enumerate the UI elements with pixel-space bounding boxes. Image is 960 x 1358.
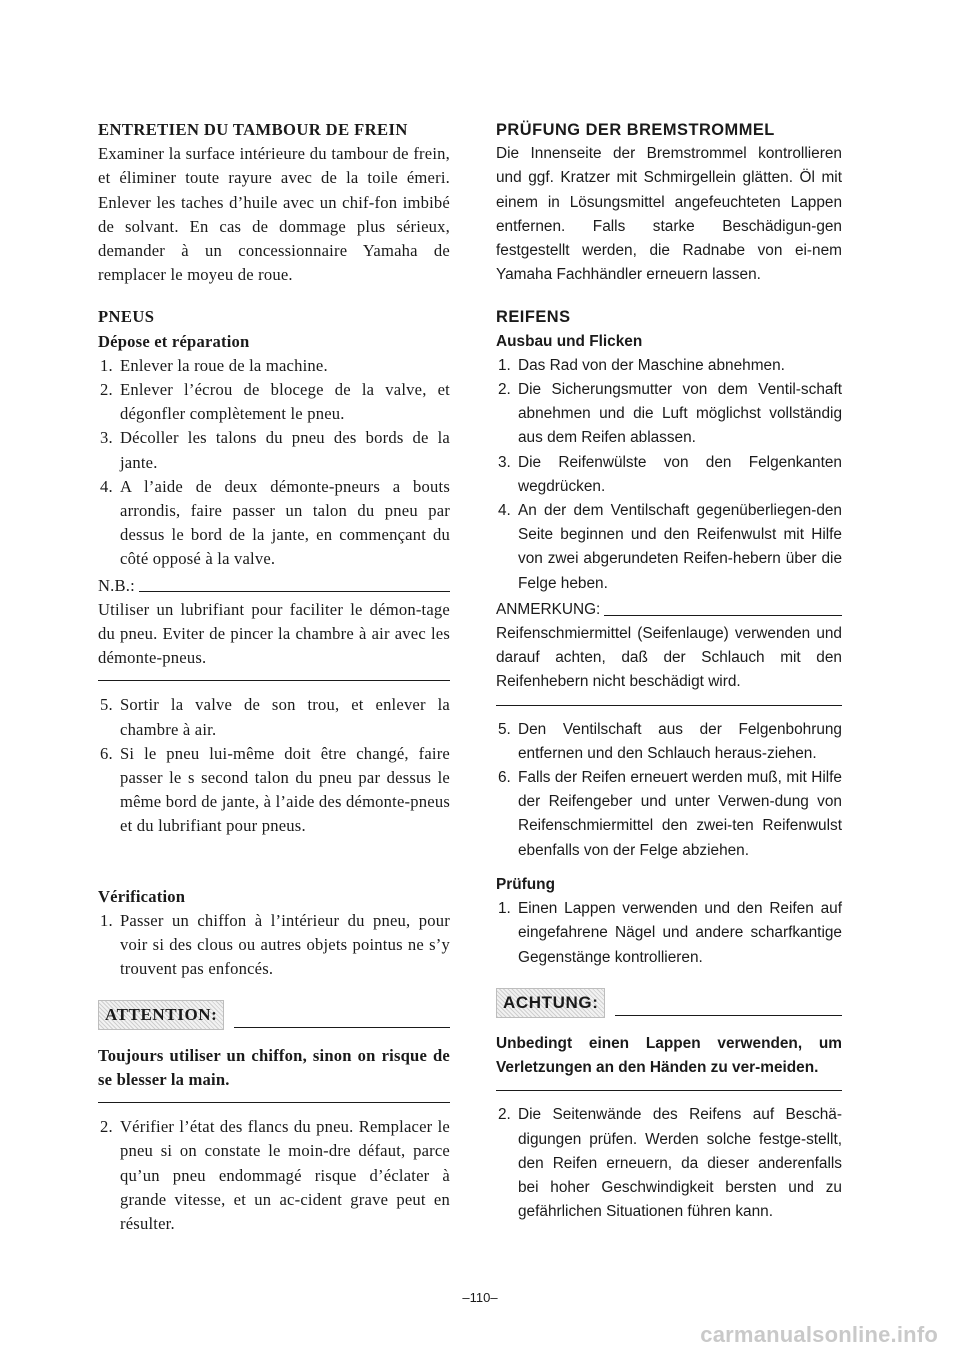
removal-steps-list <box>496 354 842 596</box>
list-item <box>98 378 450 426</box>
warning-label: ACHTUNG: <box>496 988 605 1018</box>
step-text: Die Reifenwülste von den Felgenkanten wegdrücken. <box>518 453 842 495</box>
list-item <box>98 426 450 474</box>
step-text: Die Seitenwände des Reifens auf Beschä-digungen prüfen. Werden solche festge-stellt, den Reifen erneuern, da dieser anderenfalls bei hoher Geschwindigkeit bersten und zu gefährlichen Situationen führen kann. <box>518 1106 842 1221</box>
step-text: Das Rad von der Maschine abnehmen. <box>518 356 785 374</box>
subsection-title-inspection: Prüfung <box>496 875 555 893</box>
removal-steps-list-continued <box>98 693 450 838</box>
step-text: Si le pneu lui-même doit être changé, faire passer le s second talon du pneu par dessus le même bord de jante, à l’aide des démonte-pneus et du lubrifiant pour pneus. <box>120 743 450 836</box>
step-number: 3. <box>498 453 511 471</box>
section-title-brake-drum: ENTRETIEN DU TAMBOUR DE FREIN <box>98 120 408 139</box>
step-number: 4. <box>498 502 511 520</box>
inspection-steps-list-continued <box>496 1103 842 1224</box>
list-item <box>98 909 450 982</box>
note-end-rule <box>496 705 842 706</box>
step-text: Passer un chiffon à l’intérieur du pneu, pour voir si des clous ou autres objets pointus ne s’y trouvent pas enfoncés. <box>120 910 450 979</box>
list-item <box>496 499 842 596</box>
inspection-steps-list <box>98 909 450 982</box>
subsection-title-inspection: Vérification <box>98 886 186 906</box>
step-number: 4. <box>100 476 113 496</box>
list-item <box>496 354 842 378</box>
subsection-title-removal: Dépose et réparation <box>98 331 250 351</box>
step-number: 1. <box>498 356 511 374</box>
note-text: Reifenschmiermittel (Seifenlauge) verwenden und darauf achten, daß der Schlauch mit den Reifenhebern nicht beschädigt wird. <box>496 625 842 691</box>
step-number: 3. <box>100 428 113 448</box>
list-item <box>98 693 450 741</box>
section-title-brake-drum: PRÜFUNG DER BREMSTROMMEL <box>496 121 775 139</box>
step-text: Sortir la valve de son trou, et enlever la chambre à air. <box>120 695 450 739</box>
page-number: –110– <box>462 1290 498 1305</box>
step-text: Einen Lappen verwenden und den Reifen auf eingefahrene Nägel und andere scharfkantige Gegenstänge kontrollieren. <box>518 900 842 966</box>
note-text: Utiliser un lubrifiant pour faciliter le démon-tage du pneu. Eviter de pincer la chambre à air avec les démonte-pneus. <box>98 599 450 668</box>
list-item <box>98 742 450 839</box>
list-item <box>496 451 842 499</box>
step-number: 1. <box>498 900 511 918</box>
step-text: Enlever la roue de la machine. <box>120 355 328 375</box>
step-number: 2. <box>498 1106 511 1124</box>
step-text: Die Sicherungsmutter von dem Ventil-schaft abnehmen und die Luft möglichst vollständig aus dem Reifen ablassen. <box>518 381 842 447</box>
step-number: 2. <box>100 1117 113 1137</box>
step-number: 5. <box>100 695 113 715</box>
list-item <box>98 475 450 572</box>
section-title-tires: REIFENS <box>496 308 571 327</box>
warning-end-rule <box>496 1090 842 1091</box>
list-item <box>496 718 842 766</box>
note-end-rule <box>98 680 450 681</box>
step-number: 6. <box>498 769 511 787</box>
step-text: Falls der Reifen erneuert werden muß, mit Hilfe der Reifengeber und unter Verwen-dung von Reifenschmiermittel den zwei-ten Reifenwulst ebenfalls von der Felge abziehen. <box>518 769 842 859</box>
section-title-tires: PNEUS <box>98 307 155 327</box>
list-item <box>496 766 842 863</box>
note-rule <box>604 615 842 616</box>
step-number: 1. <box>100 910 113 930</box>
note-rule <box>139 591 450 592</box>
warning-header <box>496 988 842 1018</box>
step-text: Enlever l’écrou de blocege de la valve, et dégonfler complètement le pneu. <box>120 380 450 424</box>
inspection-steps-list-continued <box>98 1115 450 1236</box>
french-column <box>98 118 450 1236</box>
list-item <box>496 897 842 970</box>
step-number: 2. <box>100 380 113 400</box>
step-number: 5. <box>498 720 511 738</box>
brake-drum-paragraph: Die Innenseite der Bremstrommel kontrollieren und ggf. Kratzer mit Schmirgellein glätten. Öl mit einem in Lösungsmittel angefeuchteten Lappen entfernen. Falls starke Beschädigun-gen festgestellt werden, die Radnabe von ei-nem Yamaha Fachhändler erneuern lassen. <box>496 145 842 284</box>
german-column <box>496 118 842 1224</box>
watermark: carmanualsonline.info <box>700 1322 938 1347</box>
warning-rule <box>615 1015 842 1016</box>
step-number: 6. <box>100 743 113 763</box>
step-text: Vérifier l’état des flancs du pneu. Remplacer le pneu si on constate le moin-dre défaut, parce qu’un pneu endommagé risque d’éclater à grande vitesse, et un ac-cident grave peut en résulter. <box>120 1117 450 1233</box>
list-item <box>496 1103 842 1224</box>
warning-label: ATTENTION: <box>98 1000 224 1030</box>
note-label: N.B.: <box>98 575 135 595</box>
step-number: 1. <box>100 355 113 375</box>
note-header <box>496 598 842 622</box>
removal-steps-list <box>98 354 450 572</box>
warning-text: Toujours utiliser un chiffon, sinon on risque de se blesser la main. <box>98 1045 450 1089</box>
step-text: Décoller les talons du pneu des bords de la jante. <box>120 428 450 472</box>
step-number: 2. <box>498 381 511 399</box>
subsection-title-removal: Ausbau und Flicken <box>496 332 643 350</box>
brake-drum-paragraph: Examiner la surface intérieure du tambour de frein, et éliminer toute rayure avec de la toile émeri. Enlever les taches d’huile avec un chif-fon imbibé de solvant. En cas de dommage plus sérieux, demander à un concessionnaire Yamaha de remplacer le moyeu de roue. <box>98 144 450 285</box>
inspection-steps-list <box>496 897 842 970</box>
warning-end-rule <box>98 1102 450 1103</box>
step-text: Den Ventilschaft aus der Felgenbohrung entfernen und den Schlauch heraus-ziehen. <box>518 720 842 762</box>
step-text: A l’aide de deux démonte-pneurs a bouts arrondis, faire passer un talon du pneu par dessus le bord de la jante, en commençant du côté opposé à la valve. <box>120 476 450 569</box>
warning-text: Unbedingt einen Lappen verwenden, um Verletzungen an den Händen zu ver-meiden. <box>496 1034 842 1077</box>
warning-header <box>98 1000 450 1030</box>
list-item <box>98 1115 450 1236</box>
note-header <box>98 574 450 598</box>
list-item <box>98 354 450 378</box>
note-label: ANMERKUNG: <box>496 600 601 618</box>
step-text: An der dem Ventilschaft gegenüberliegen-den Seite beginnen und den Reifenwulst mit Hilfe von zwei abgerundeten Reifen-hebern über die Felge heben. <box>518 502 842 592</box>
removal-steps-list-continued <box>496 718 842 863</box>
warning-rule <box>234 1027 450 1028</box>
list-item <box>496 378 842 451</box>
